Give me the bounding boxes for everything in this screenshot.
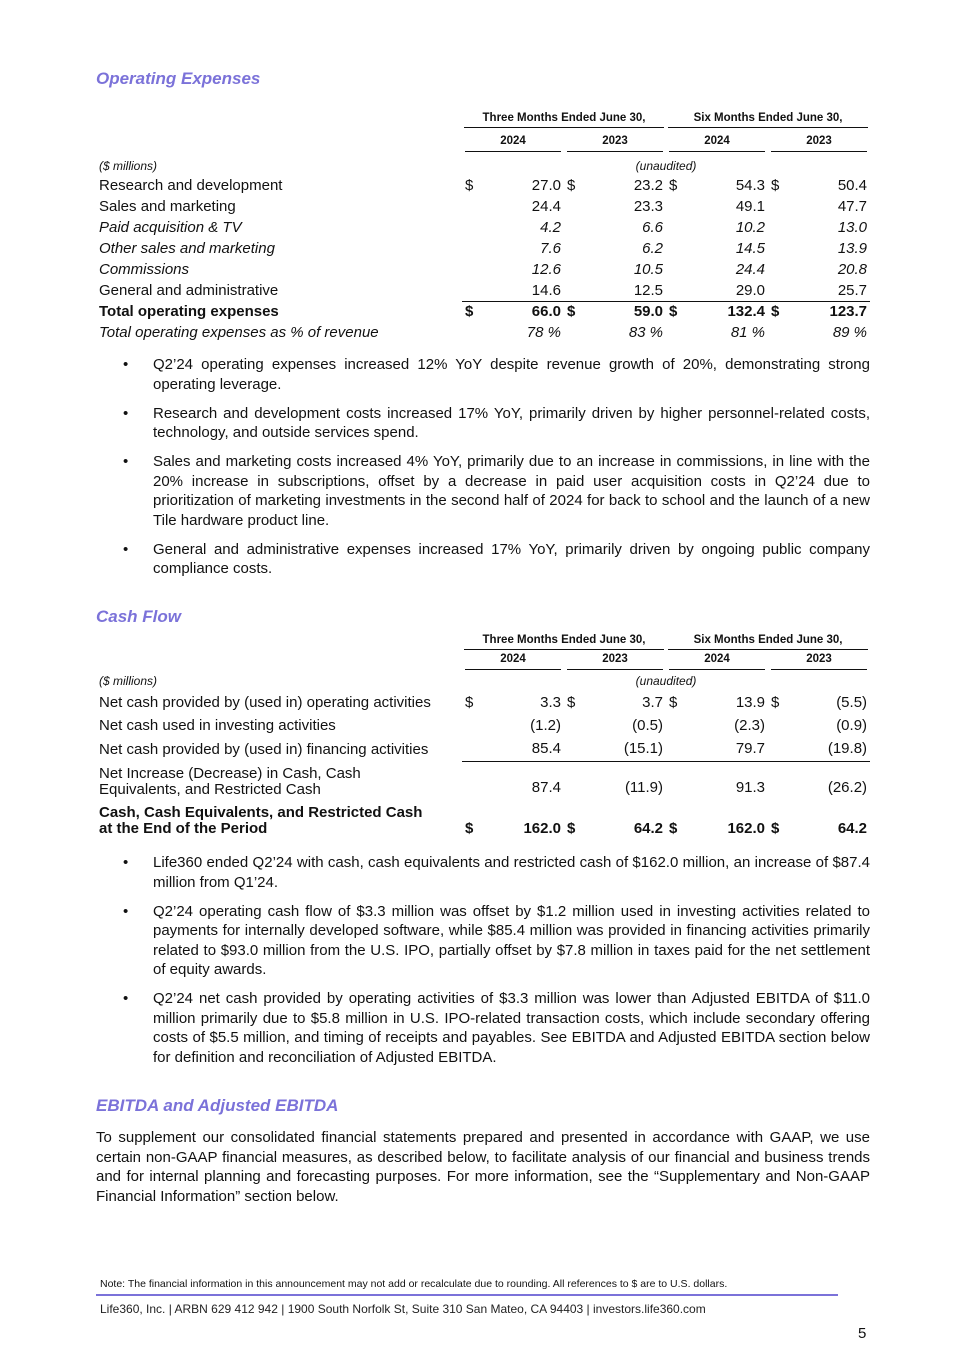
cell-value: 29.0 (735, 281, 766, 299)
currency-symbol: $ (567, 819, 576, 837)
currency-symbol: $ (567, 177, 576, 194)
cell-value: 13.9 (837, 240, 868, 257)
table-row (96, 691, 870, 714)
cell-value: 89 % (832, 324, 868, 341)
year-header: 2023 (564, 130, 666, 156)
opex-year-header-row (96, 130, 870, 156)
opex-units-row (96, 156, 870, 175)
list-item: • Q2’24 net cash provided by operating activities of $3.3 million was lower than Adjusted EBITDA of $11.0 million primarily due to $5.8 million in U.S. IPO-related transaction costs, which include secondary offering costs of $5.5 million, and timing of receipts and payables. See EBITDA and Adjusted EBITDA section below for definition and reconciliation of Adjusted EBITDA. (123, 990, 870, 1066)
cell-value: (5.5) (836, 694, 868, 711)
cell-value: 12.6 (531, 261, 561, 278)
cell-value: 6.2 (642, 240, 664, 257)
bullet-icon: • (123, 540, 129, 558)
table-row (96, 737, 870, 761)
cell-value: 83 % (628, 324, 664, 341)
bullet-icon: • (123, 356, 129, 373)
row-label: Sales and marketing (99, 198, 236, 215)
cell-value: 50.4 (837, 177, 868, 194)
total-row (96, 803, 870, 839)
opex-six-months-header: Six Months Ended June 30, (666, 110, 870, 130)
table-row (96, 761, 870, 803)
year-header: 2024 (462, 652, 564, 671)
bullet-icon: • (123, 990, 129, 1007)
cell-value: 64.2 (837, 819, 868, 837)
cell-value: 59.0 (586, 301, 666, 322)
cell-value: 23.3 (633, 198, 664, 215)
cell-value: 47.7 (837, 198, 868, 215)
cell-value: (1.2) (530, 717, 561, 734)
list-item: • Research and development costs increased 17% YoY, primarily driven by higher personnel-related costs, technology, and outside services spend. (123, 404, 870, 441)
cell-value: 23.2 (633, 177, 664, 194)
row-label: Net Increase (Decrease) in Cash, Cash Equivalents, and Restricted Cash (99, 765, 361, 798)
cell-value: 81 % (730, 324, 766, 341)
units-label: ($ millions) (99, 158, 158, 173)
cell-value: 24.4 (735, 261, 766, 278)
opex-bullet-list (96, 355, 870, 588)
list-item: • Q2’24 operating expenses increased 12% YoY despite revenue growth of 20%, demonstrating strong operating leverage. (123, 356, 870, 393)
cell-value: 13.0 (837, 219, 868, 236)
cell-value: 162.0 (727, 819, 766, 837)
cashflow-group-header-row (96, 632, 870, 652)
table-row (96, 322, 870, 343)
cell-value: (11.9) (586, 761, 666, 803)
cell-value: 85.4 (531, 740, 561, 758)
unaudited-label: (unaudited) (635, 158, 697, 173)
currency-symbol: $ (564, 301, 586, 322)
cell-value: 7.6 (540, 240, 561, 257)
cell-value: 12.5 (633, 281, 664, 299)
table-row (96, 280, 870, 301)
cell-value: 24.4 (531, 198, 561, 215)
cell-value: 123.7 (790, 301, 870, 322)
cell-value: 6.6 (642, 219, 664, 236)
bullet-icon: • (123, 453, 129, 470)
cell-value: (0.5) (632, 717, 664, 734)
currency-symbol: $ (771, 694, 780, 711)
cell-value: 14.5 (735, 240, 766, 257)
currency-symbol: $ (567, 694, 576, 711)
bullet-icon: • (123, 902, 129, 920)
cell-value: 91.3 (688, 761, 768, 803)
cell-value: 66.0 (484, 301, 564, 322)
page-number: 5 (858, 1325, 867, 1342)
table-row (96, 175, 870, 196)
opex-section-title: Operating Expenses (96, 69, 261, 88)
table-row (96, 196, 870, 217)
cashflow-units-row (96, 671, 870, 691)
cell-value: 27.0 (531, 177, 561, 194)
cell-value: 79.7 (735, 740, 766, 758)
year-header: 2023 (768, 652, 870, 671)
cell-value: (2.3) (734, 717, 766, 734)
cell-value: (26.2) (790, 761, 870, 803)
table-row (96, 259, 870, 280)
row-label: Total operating expenses as % of revenue (99, 324, 379, 341)
cell-value: 3.3 (540, 694, 561, 711)
cashflow-table (96, 632, 870, 839)
currency-symbol: $ (669, 177, 678, 194)
cell-value: (15.1) (623, 740, 664, 758)
cell-value: (19.8) (827, 740, 868, 758)
row-label: Net cash provided by (used in) operating activities (99, 694, 431, 711)
row-label: Net cash provided by (used in) financing activities (99, 740, 429, 758)
cell-value: 14.6 (531, 281, 561, 299)
list-item: • Sales and marketing costs increased 4% YoY, primarily due to an increase in commissions, in line with the 20% increase in subscriptions, offset by a decrease in paid user acquisition costs in Q2’24 due to prioritization of marketing investments in the second half of 2024 for back to school and the launch of a new Tile hardware product line. (123, 453, 870, 529)
table-row (96, 714, 870, 737)
currency-symbol: $ (669, 819, 678, 837)
currency-symbol: $ (768, 301, 790, 322)
cell-value: 3.7 (642, 694, 664, 711)
opex-group-header-row (96, 110, 870, 130)
currency-symbol: $ (669, 694, 678, 711)
rounding-note: Note: The financial information in this announcement may not add or recalculate due to rounding. All references to $ are to U.S. dollars. (100, 1278, 728, 1290)
table-row (96, 217, 870, 238)
list-item: • Q2’24 operating cash flow of $3.3 million was offset by $1.2 million used in investing activities related to payments for internally developed software, while $85.4 million was provided in financing activities primarily related to $93.0 million from the U.S. IPO, partially offset by $7.8 million in taxes paid for the net settlement of equity awards. (123, 902, 870, 978)
year-header: 2023 (564, 652, 666, 671)
cashflow-three-months-header: Three Months Ended June 30, (462, 632, 666, 652)
currency-symbol: $ (666, 301, 688, 322)
cashflow-section-title: Cash Flow (96, 607, 182, 626)
currency-symbol: $ (465, 177, 474, 194)
row-label: Net cash used in investing activities (99, 717, 336, 734)
ebitda-paragraph: To supplement our consolidated financial statements prepared and presented in accordance with GAAP, we use certain non-GAAP financial measures, as described below, to facilitate analysis of our financial and business trends and for internal planning and forecasting purposes. For more information, see the “Supplementary and Non-GAAP Financial Information” section below. (96, 1129, 870, 1205)
cell-value: (0.9) (836, 717, 868, 734)
cashflow-bullet-list (96, 853, 870, 1077)
cell-value: 10.2 (735, 219, 766, 236)
cell-value: 78 % (526, 324, 561, 341)
cell-value: 132.4 (688, 301, 768, 322)
table-row (96, 238, 870, 259)
year-header: 2024 (666, 652, 768, 671)
list-item: • General and administrative expenses increased 17% YoY, primarily driven by ongoing public company compliance costs. (123, 540, 870, 577)
list-item: • Life360 ended Q2’24 with cash, cash equivalents and restricted cash of $162.0 million, an increase of $87.4 million from Q1’24. (123, 854, 870, 891)
bullet-icon: • (123, 404, 129, 422)
cell-value: 49.1 (735, 198, 766, 215)
currency-symbol: $ (771, 819, 780, 837)
year-header: 2023 (768, 130, 870, 156)
cell-value: 25.7 (837, 281, 868, 299)
footer-divider (96, 1294, 838, 1296)
row-label: Commissions (99, 261, 190, 278)
currency-symbol: $ (465, 694, 474, 711)
row-label: Paid acquisition & TV (99, 219, 242, 236)
cell-value: 4.2 (540, 219, 561, 236)
year-header: 2024 (666, 130, 768, 156)
cell-value: 87.4 (484, 761, 564, 803)
cell-value: 13.9 (735, 694, 766, 711)
opex-three-months-header: Three Months Ended June 30, (462, 110, 666, 130)
currency-symbol: $ (462, 301, 484, 322)
row-label: Cash, Cash Equivalents, and Restricted Cash at the End of the Period (99, 804, 423, 837)
cell-value: 10.5 (633, 261, 664, 278)
cell-value: 54.3 (735, 177, 766, 194)
opex-table (96, 110, 870, 343)
bullet-icon: • (123, 854, 129, 871)
cell-value: 20.8 (837, 261, 868, 278)
row-label: Total operating expenses (99, 303, 279, 320)
currency-symbol: $ (465, 819, 474, 837)
currency-symbol: $ (771, 177, 780, 194)
cell-value: 162.0 (523, 819, 561, 837)
units-label: ($ millions) (99, 674, 158, 688)
total-row (96, 301, 870, 322)
cashflow-six-months-header: Six Months Ended June 30, (666, 632, 870, 652)
row-label: General and administrative (99, 282, 279, 299)
year-header: 2024 (462, 130, 564, 156)
footer-company-info: Life360, Inc. | ARBN 629 412 942 | 1900 South Norfolk St, Suite 310 San Mateo, CA 94403 | investors.life360.com (100, 1302, 706, 1316)
row-label: Research and development (99, 177, 283, 194)
unaudited-label: (unaudited) (635, 674, 697, 688)
ebitda-section-title: EBITDA and Adjusted EBITDA (96, 1096, 339, 1115)
row-label: Other sales and marketing (99, 240, 275, 257)
cashflow-year-header-row (96, 652, 870, 671)
cell-value: 64.2 (633, 819, 664, 837)
